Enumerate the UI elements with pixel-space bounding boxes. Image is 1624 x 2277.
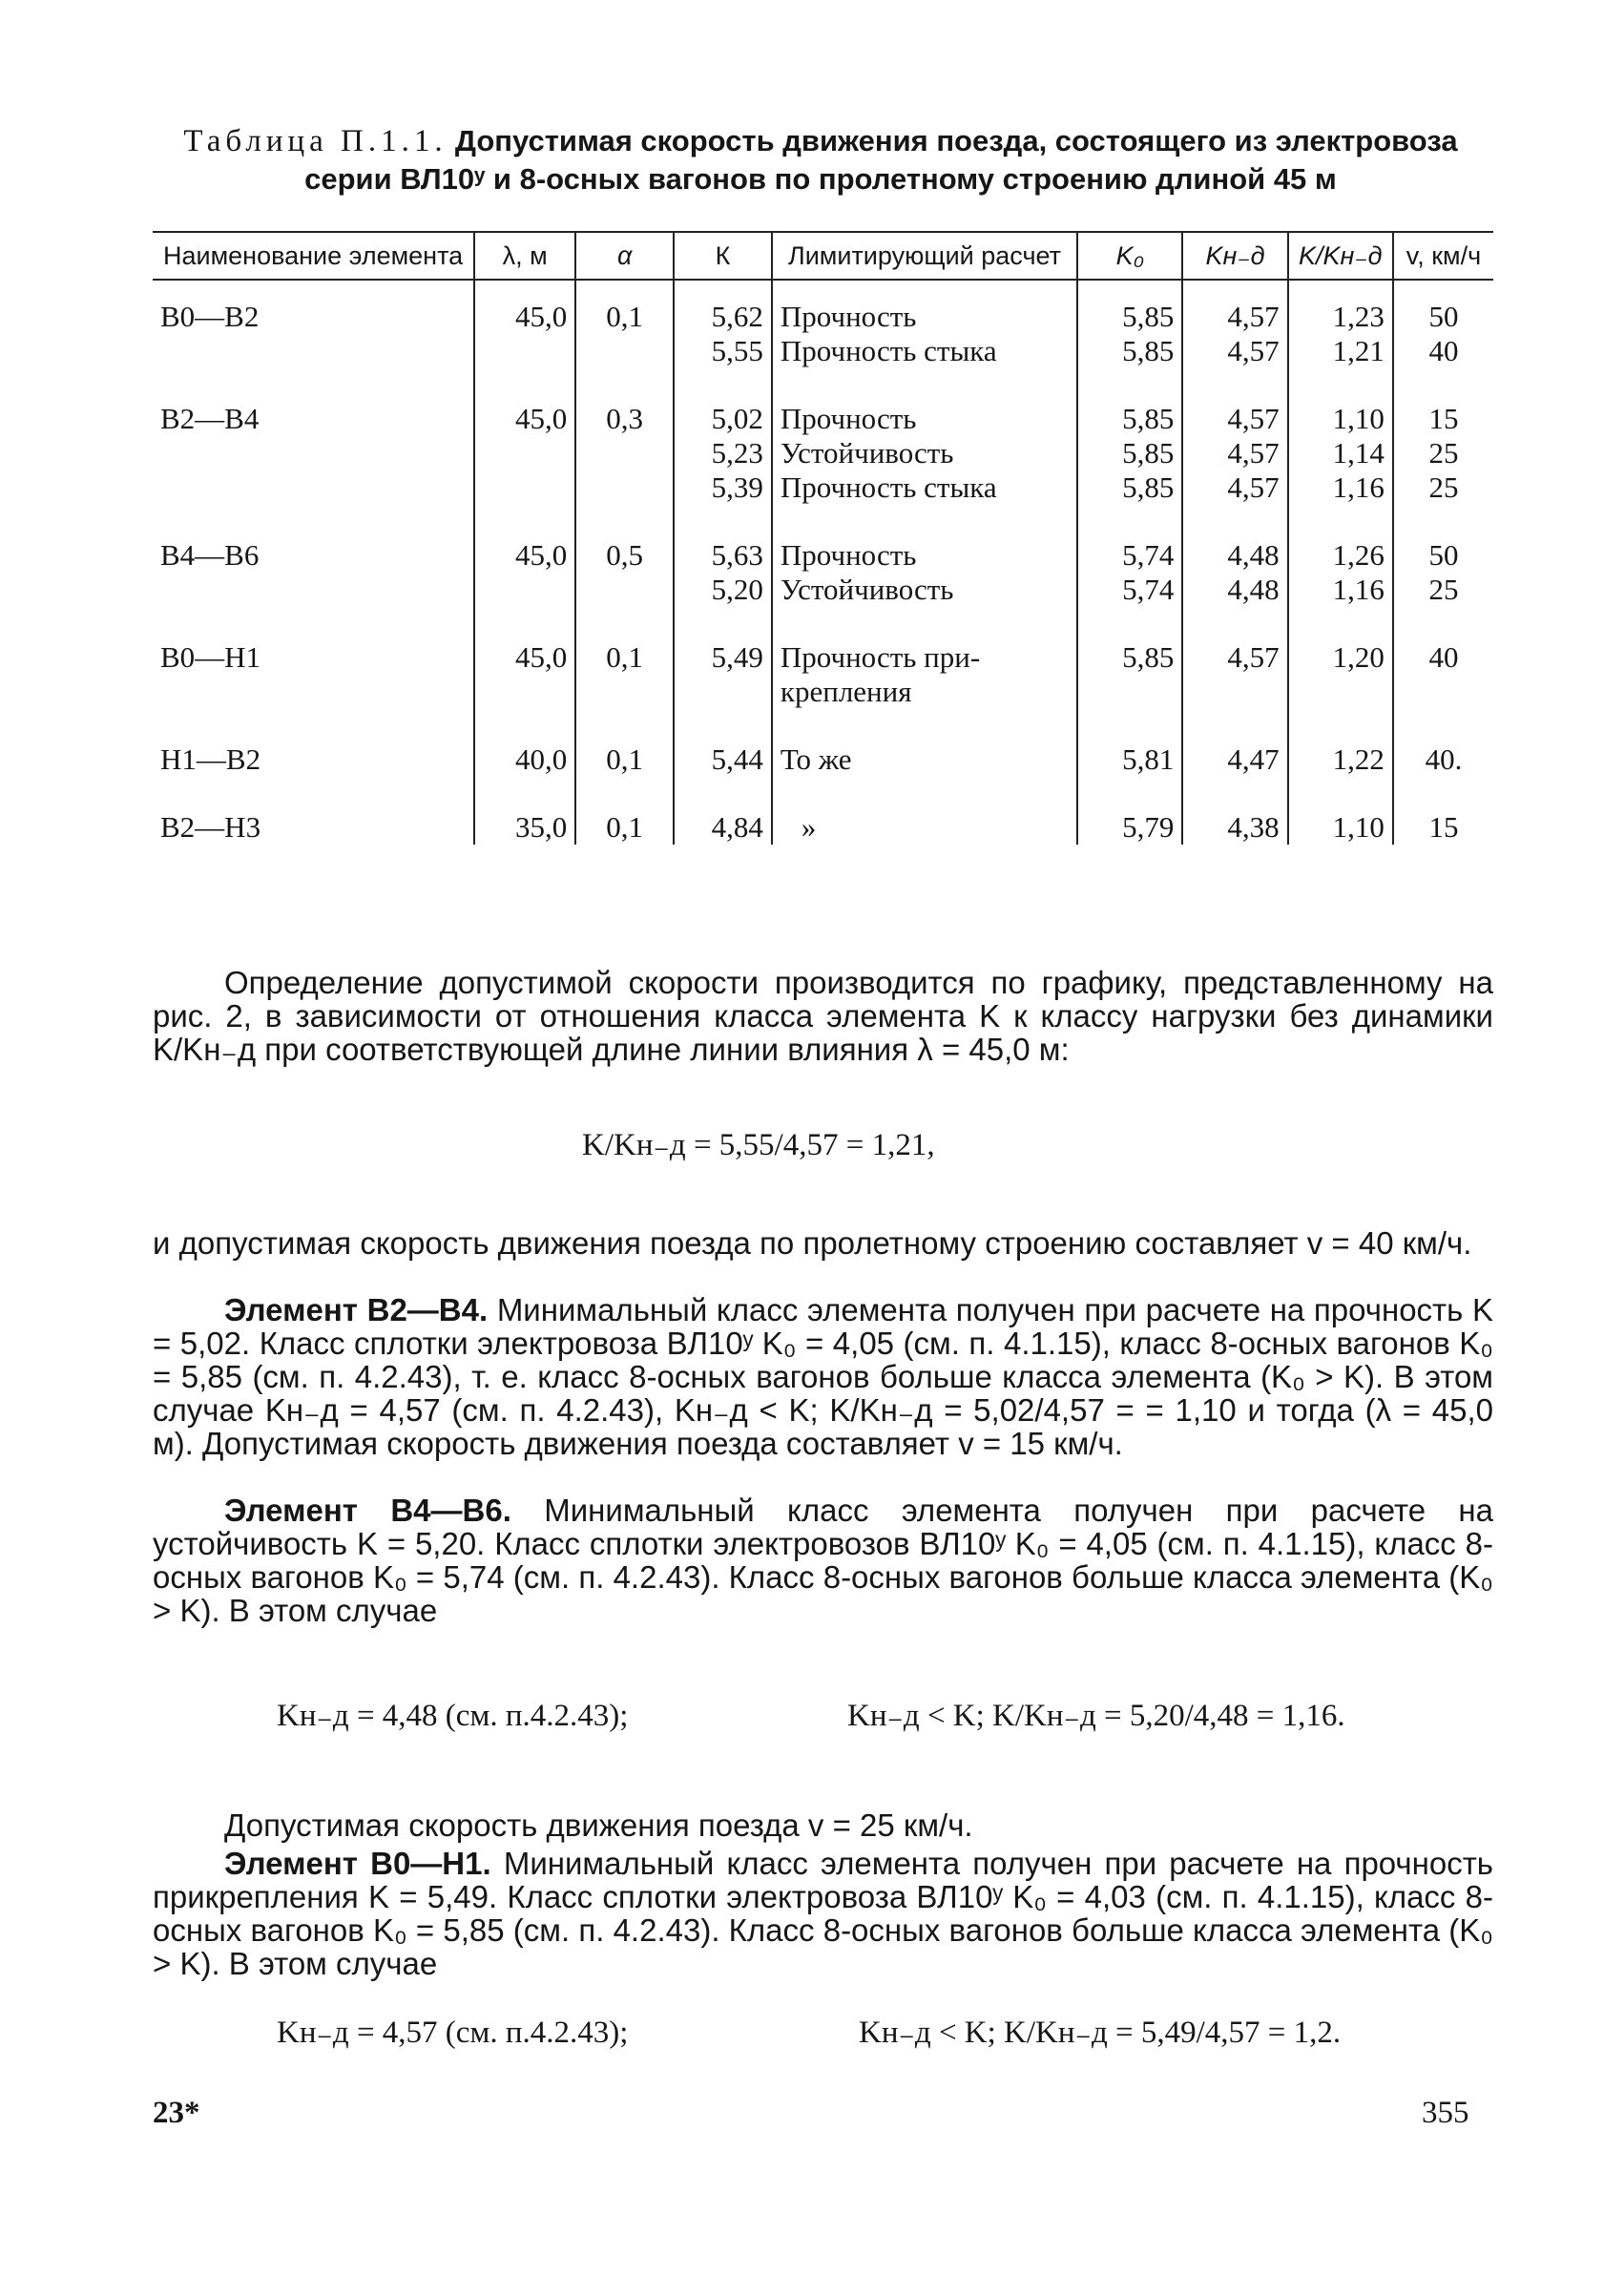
cell-k: 5,62 — [674, 280, 772, 334]
cell-ratio: 1,22 — [1288, 709, 1393, 777]
cell-lambda: 45,0 — [474, 607, 575, 675]
cell-ratio: 1,14 — [1288, 436, 1393, 470]
cell-calc: Прочность при- — [772, 607, 1077, 675]
cell-speed: 25 — [1393, 470, 1493, 505]
table-row — [153, 573, 1493, 607]
cell-k0: 5,74 — [1077, 505, 1182, 573]
cell-k: 5,20 — [674, 573, 772, 607]
cell-alpha: 0,1 — [575, 777, 674, 845]
cell-ratio: 1,16 — [1288, 470, 1393, 505]
table-row — [153, 470, 1493, 505]
cell-knd: 4,38 — [1182, 777, 1287, 845]
paragraph-element-b0-h1 — [153, 1847, 1493, 1980]
header-speed: v, км/ч — [1393, 232, 1493, 280]
paragraph-element-b4-b6 — [153, 1494, 1493, 1627]
cell-k0: 5,85 — [1077, 280, 1182, 334]
cell-calc: Прочность — [772, 368, 1077, 436]
cell-calc: Устойчивость — [772, 573, 1077, 607]
table-row — [153, 368, 1493, 436]
cell-speed: 50 — [1393, 505, 1493, 573]
cell-calc: Прочность стыка — [772, 334, 1077, 368]
body-element-b0-h1: Минимальный класс элемента получен при расчете на прочность прикрепления K = 5,49. Класс сплотки электровоза ВЛ10ʸ K₀ = 4,03 (см. п. 4.1.15), класс 8-осных вагонов K₀ = 5,85 (см. п. 4.2.43). Класс 8-осных вагонов больше класса элемента (K₀ > K). В этом случае — [153, 1846, 1493, 1981]
cell-knd: 4,48 — [1182, 573, 1287, 607]
cell-ratio: 1,10 — [1288, 368, 1393, 436]
header-limiting-calc: Лимитирующий расчет — [772, 232, 1077, 280]
cell-k0: 5,85 — [1077, 607, 1182, 675]
cell-alpha: 0,1 — [575, 709, 674, 777]
header-knd: Kн₋д — [1182, 232, 1287, 280]
cell-k0: 5,85 — [1077, 368, 1182, 436]
cell-k0: 5,85 — [1077, 334, 1182, 368]
cell-ratio: 1,10 — [1288, 777, 1393, 845]
cell-knd: 4,57 — [1182, 368, 1287, 436]
cell-element: Н1—В2 — [160, 742, 261, 776]
formula-ratio: K/Kн₋д = 5,55/4,57 = 1,21, — [582, 1128, 935, 1162]
cell-element: В2—В4 — [160, 402, 260, 435]
cell-element: В4—В6 — [160, 538, 260, 572]
page-number: 355 — [1422, 2096, 1469, 2130]
paragraph-speed-b4-b6: Допустимая скорость движения поезда v = 25 км/ч. — [224, 1807, 973, 1843]
cell-k0: 5,79 — [1077, 777, 1182, 845]
cell-knd: 4,47 — [1182, 709, 1287, 777]
table-row — [153, 607, 1493, 675]
cell-ratio: 1,20 — [1288, 607, 1393, 675]
cell-k: 4,84 — [674, 777, 772, 845]
cell-k: 5,49 — [674, 607, 772, 675]
heading-element-b2-b4: Элемент В2—В4. — [224, 1292, 489, 1327]
cell-ratio: 1,16 — [1288, 573, 1393, 607]
table-header-row — [153, 232, 1493, 280]
body-element-b4-b6: Минимальный класс элемента получен при расчете на устойчивость K = 5,20. Класс сплотки электровозов ВЛ10ʸ K₀ = 4,05 (см. п. 4.1.15), класс 8-осных вагонов K₀ = 5,74 (см. п. 4.2.43). Класс 8-осных вагонов больше класса элемента (K₀ > K). В этом случае — [153, 1493, 1493, 1628]
paragraph-intro: Определение допустимой скорости производится по графику, представленному на рис. 2, в зависимости от отношения класса элемента K к классу нагрузки без динамики K/Kн₋д при соответствующей длине линии влияния λ = 45,0 м: — [153, 965, 1493, 1067]
cell-k: 5,55 — [674, 334, 772, 368]
cell-speed: 25 — [1393, 436, 1493, 470]
cell-speed: 40 — [1393, 334, 1493, 368]
cell-lambda: 45,0 — [474, 505, 575, 573]
cell-element: В2—Н3 — [160, 810, 261, 844]
header-ratio: K/Kн₋д — [1288, 232, 1393, 280]
heading-element-b4-b6: Элемент В4—В6. — [224, 1493, 511, 1528]
cell-k0: 5,85 — [1077, 470, 1182, 505]
cell-calc: Прочность — [772, 280, 1077, 334]
cell-k0: 5,74 — [1077, 573, 1182, 607]
cell-k: 5,44 — [674, 709, 772, 777]
cell-k: 5,23 — [674, 436, 772, 470]
cell-calc: То же — [772, 709, 1077, 777]
cell-alpha: 0,1 — [575, 280, 674, 334]
cell-speed: 40. — [1393, 709, 1493, 777]
body-element-b2-b4: Минимальный класс элемента получен при расчете на прочность K = 5,02. Класс сплотки электровоза ВЛ10ʸ K₀ = 4,05 (см. п. 4.1.15), класс 8-осных вагонов K₀ = 5,85 (см. п. 4.2.43), т. е. класс 8-осных вагонов больше класса элемента (K₀ > K). В этом случае Kн₋д = 4,57 (см. п. 4.2.43), Kн₋д < K; K/Kн₋д = 5,02/4,57 = = 1,10 и тогда (λ = 45,0 м). Допустимая скорость движения поезда составляет v = 15 км/ч. — [153, 1292, 1494, 1461]
cell-speed: 15 — [1393, 777, 1493, 845]
caption-title-line1: Допустимая скорость движения поезда, состоящего из электровоза — [454, 124, 1458, 157]
cell-lambda: 45,0 — [474, 280, 575, 334]
cell-k0: 5,85 — [1077, 436, 1182, 470]
header-k0: K₀ — [1077, 232, 1182, 280]
cell-speed: 40 — [1393, 607, 1493, 675]
caption-prefix: Таблица П.1.1. — [183, 124, 448, 158]
cell-knd: 4,57 — [1182, 607, 1287, 675]
cell-calc: крепления — [772, 675, 1077, 709]
table-row — [153, 334, 1493, 368]
cell-k: 5,39 — [674, 470, 772, 505]
cell-calc: Прочность стыка — [772, 470, 1077, 505]
cell-lambda: 45,0 — [474, 368, 575, 436]
table-row — [153, 777, 1493, 845]
table-row — [153, 709, 1493, 777]
paragraph-element-b2-b4 — [153, 1293, 1493, 1460]
cell-ratio: 1,21 — [1288, 334, 1393, 368]
table-row — [153, 436, 1493, 470]
table-caption — [143, 122, 1498, 198]
cell-k0: 5,81 — [1077, 709, 1182, 777]
table-row — [153, 675, 1493, 709]
cell-speed: 15 — [1393, 368, 1493, 436]
cell-speed: 50 — [1393, 280, 1493, 334]
header-element: Наименование элемента — [153, 232, 474, 280]
table-row — [153, 505, 1493, 573]
signature-mark: 23* — [153, 2096, 200, 2130]
cell-knd: 4,57 — [1182, 334, 1287, 368]
cell-alpha: 0,1 — [575, 607, 674, 675]
cell-calc: » — [772, 777, 1077, 845]
cell-knd: 4,48 — [1182, 505, 1287, 573]
formula-knd-b0-h1: Kн₋д = 4,57 (см. п.4.2.43); — [277, 2016, 629, 2050]
cell-knd: 4,57 — [1182, 470, 1287, 505]
cell-knd: 4,57 — [1182, 436, 1287, 470]
header-lambda: λ, м — [474, 232, 575, 280]
formula-ratio-b4-b6: Kн₋д < K; K/Kн₋д = 5,20/4,48 = 1,16. — [847, 1699, 1345, 1733]
cell-ratio: 1,23 — [1288, 280, 1393, 334]
cell-alpha: 0,3 — [575, 368, 674, 436]
cell-ratio: 1,26 — [1288, 505, 1393, 573]
speed-table — [153, 231, 1493, 845]
cell-k: 5,02 — [674, 368, 772, 436]
cell-lambda: 35,0 — [474, 777, 575, 845]
cell-element: В0—Н1 — [160, 640, 261, 674]
formula-knd-b4-b6: Kн₋д = 4,48 (см. п.4.2.43); — [277, 1699, 629, 1733]
heading-element-b0-h1: Элемент В0—Н1. — [224, 1846, 491, 1881]
cell-lambda: 40,0 — [474, 709, 575, 777]
header-k: К — [674, 232, 772, 280]
table-row — [153, 280, 1493, 334]
cell-alpha: 0,5 — [575, 505, 674, 573]
caption-title-line2: серии ВЛ10ʸ и 8-осных вагонов по пролетному строению длиной 45 м — [304, 162, 1337, 196]
formula-ratio-b0-h1: Kн₋д < K; K/Kн₋д = 5,49/4,57 = 1,2. — [859, 2016, 1342, 2050]
cell-speed: 25 — [1393, 573, 1493, 607]
paragraph-speed-result: и допустимая скорость движения поезда по пролетному строению составляет v = 40 км/ч. — [153, 1225, 1472, 1261]
cell-calc: Устойчивость — [772, 436, 1077, 470]
cell-calc: Прочность — [772, 505, 1077, 573]
cell-k: 5,63 — [674, 505, 772, 573]
cell-element: В0—В2 — [160, 300, 260, 333]
cell-knd: 4,57 — [1182, 280, 1287, 334]
header-alpha: α — [575, 232, 674, 280]
